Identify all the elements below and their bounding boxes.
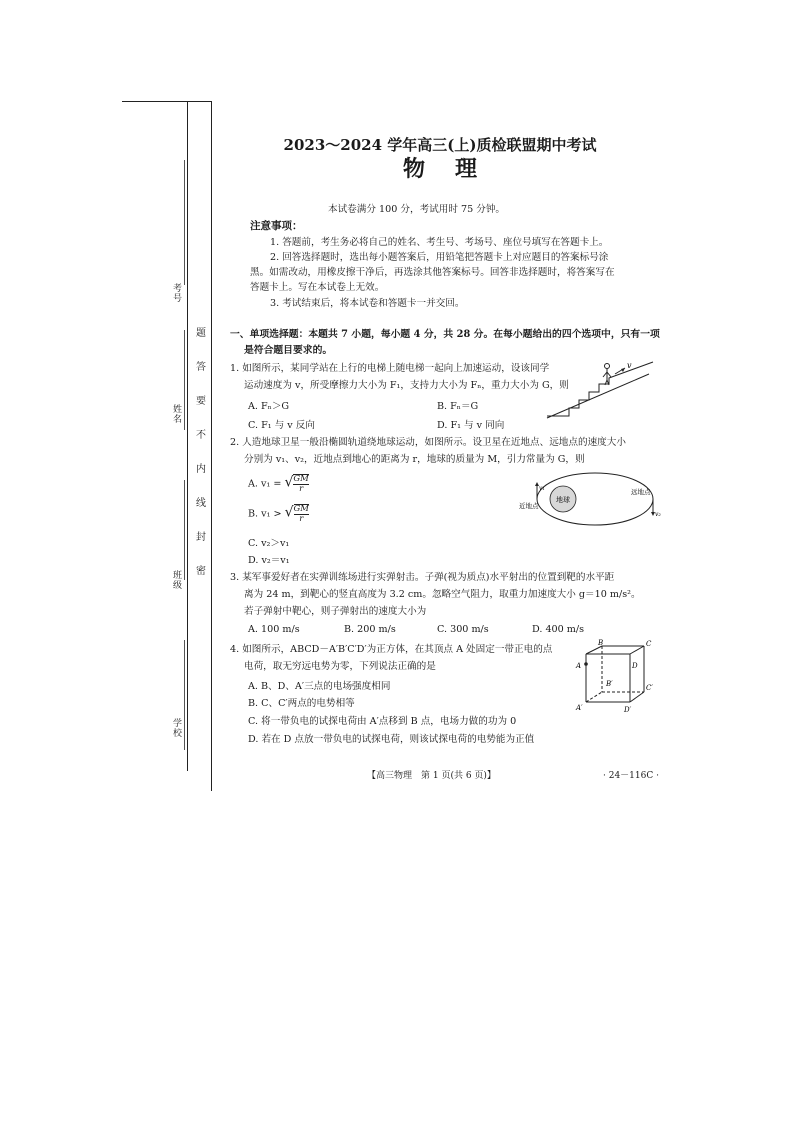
q2-line2: 分别为 v₁、v₂，近地点到地心的距离为 r，地球的质量为 M，引力常量为 G，则: [244, 454, 585, 465]
seal-char-4: 不: [196, 430, 206, 441]
section1-heading-b: 是符合题目要求的。: [244, 345, 333, 356]
score-time: 本试卷满分 100 分，考试用时 75 分钟。: [328, 204, 506, 215]
q3-line2: 离为 24 m，到靶心的竖直高度为 3.2 cm。忽略空气阻力，取重力加速度大小 g＝10 m/s²。: [244, 589, 641, 600]
seal-char-2: 答: [196, 362, 206, 373]
xuexiao-label: 学校: [171, 718, 181, 738]
q4-label-a2: A′: [576, 704, 583, 712]
q2-a-frac-num: GM: [293, 474, 309, 484]
q1-fig-v-label: v: [627, 361, 632, 370]
q4-label-b: B: [598, 639, 604, 647]
q3-option-c: C. 300 m/s: [437, 624, 489, 635]
q4-line2: 电荷，取无穷远电势为零，下列说法正确的是: [244, 661, 436, 672]
q2-option-a-prefix: A. v₁ =: [248, 478, 282, 490]
q4-label-c2: C′: [646, 684, 653, 692]
q2-a-frac-den: r: [299, 484, 304, 494]
xingming-blank: [184, 330, 185, 430]
notice-title: 注意事项：: [250, 220, 303, 232]
notice-2a: 2. 回答选择题时，选出每小题答案后，用铅笔把答题卡上对应题目的答案标号涂: [270, 252, 609, 263]
seal-char-7: 封: [196, 532, 206, 543]
q2-option-a-sqrt: √ $\frac{GM}{r}$: [284, 474, 309, 494]
q2-fig-v1: v₁: [539, 485, 545, 492]
q1-option-b: B. Fₙ＝G: [437, 401, 479, 412]
banji-label: 班级: [171, 570, 181, 590]
q2-fig-near: 近地点: [519, 502, 539, 510]
banji-blank: [184, 480, 185, 580]
q4-label-c: C: [646, 640, 652, 648]
seal-char-8: 密: [196, 566, 206, 577]
q3-line1: 3. 某军事爱好者在实弹训练场进行实弹射击。子弹(视为质点)水平射出的位置到靶的水平距: [230, 572, 615, 583]
q4-label-d: D: [632, 662, 638, 670]
q2-option-d: D. v₂＝v₁: [248, 555, 290, 566]
q2-b-frac-den: r: [299, 514, 304, 524]
seal-char-6: 线: [196, 498, 206, 509]
exam-code: · 24－116C ·: [603, 771, 659, 781]
q1-option-c: C. F₁ 与 v 反向: [248, 420, 315, 431]
q3-option-d: D. 400 m/s: [532, 624, 585, 635]
q2-fig-v2: v₂: [655, 511, 661, 518]
q2-option-b-sqrt: √ $\frac{GM}{r}$: [284, 504, 309, 524]
q1-line1: 1. 如图所示，某同学站在上行的电梯上随电梯一起向上加速运动，设该同学: [230, 363, 550, 374]
q3-option-b: B. 200 m/s: [344, 624, 396, 635]
q1-option-d: D. F₁ 与 v 同向: [437, 420, 505, 431]
notice-2c: 答题卡上。写在本试卷上无效。: [250, 282, 385, 293]
seal-char-5: 内: [196, 464, 206, 475]
notice-2b: 黑。如需改动，用橡皮擦干净后，再选涂其他答案标号。回答非选择题时，将答案写在: [250, 267, 615, 278]
xuexiao-blank: [184, 640, 185, 750]
kaohao-label: 考号: [171, 283, 181, 303]
q4-line1: 4. 如图所示，ABCD－A′B′C′D′为正方体，在其顶点 A 处固定一带正电的点: [230, 644, 553, 655]
orbit-figure: [515, 468, 665, 530]
q2-option-b-prefix: B. v₁ >: [248, 508, 282, 520]
q4-option-b: B. C、C′两点的电势相等: [248, 698, 355, 709]
seal-char-3: 要: [196, 396, 206, 407]
notice-3: 3. 考试结束后，将本试卷和答题卡一并交回。: [270, 298, 465, 309]
q4-label-a: A: [576, 662, 582, 670]
cube-figure: [572, 638, 662, 716]
q2-b-frac-num: GM: [293, 504, 309, 514]
subject-title: 物理: [402, 156, 507, 182]
q2-option-a: [248, 474, 309, 494]
exam-title: 2023～2024 学年高三(上)质检联盟期中考试: [283, 136, 597, 154]
q2-line1: 2. 人造地球卫星一般沿椭圆轨道绕地球运动，如图所示。设卫星在近地点、远地点的速度大小: [230, 437, 626, 448]
q2-fig-earth: 地球: [556, 496, 570, 504]
q3-line3: 若子弹射中靶心，则子弹射出的速度大小为: [244, 606, 427, 617]
section1-heading-a: 一、单项选择题：本题共 7 小题，每小题 4 分，共 28 分。在每小题给出的四个选项中，只有一项: [230, 329, 660, 340]
q1-line2: 运动速度为 v，所受摩擦力大小为 F₁，支持力大小为 Fₙ，重力大小为 G，则: [244, 380, 569, 391]
notice-1: 1. 答题前，考生务必将自己的姓名、考生号、考场号、座位号填写在答题卡上。: [270, 237, 609, 248]
margin-line-outer: [187, 101, 188, 771]
q4-label-b2: B′: [606, 680, 613, 688]
page-footer: 【高三物理 第 1 页(共 6 页)】: [367, 771, 496, 781]
q4-option-a: A. B、D、A′三点的电场强度相同: [248, 681, 391, 692]
margin-line-inner: [211, 101, 212, 791]
q2-option-c: C. v₂＞v₁: [248, 538, 290, 549]
kaohao-blank: [184, 160, 185, 285]
q1-option-a: A. Fₙ＞G: [248, 401, 290, 412]
q4-label-d2: D′: [624, 706, 632, 714]
q4-option-c: C. 将一带负电的试探电荷由 A′点移到 B 点，电场力做的功为 0: [248, 716, 517, 727]
q4-option-d: D. 若在 D 点放一带负电的试探电荷，则该试探电荷的电势能为正值: [248, 734, 535, 745]
q3-option-a: A. 100 m/s: [248, 624, 300, 635]
seal-char-1: 题: [196, 328, 206, 339]
q2-option-b: [248, 504, 309, 524]
xingming-label: 姓名: [171, 404, 181, 424]
escalator-figure: [545, 360, 657, 420]
top-rule: [122, 101, 212, 102]
q2-fig-far: 远地点: [631, 488, 651, 496]
